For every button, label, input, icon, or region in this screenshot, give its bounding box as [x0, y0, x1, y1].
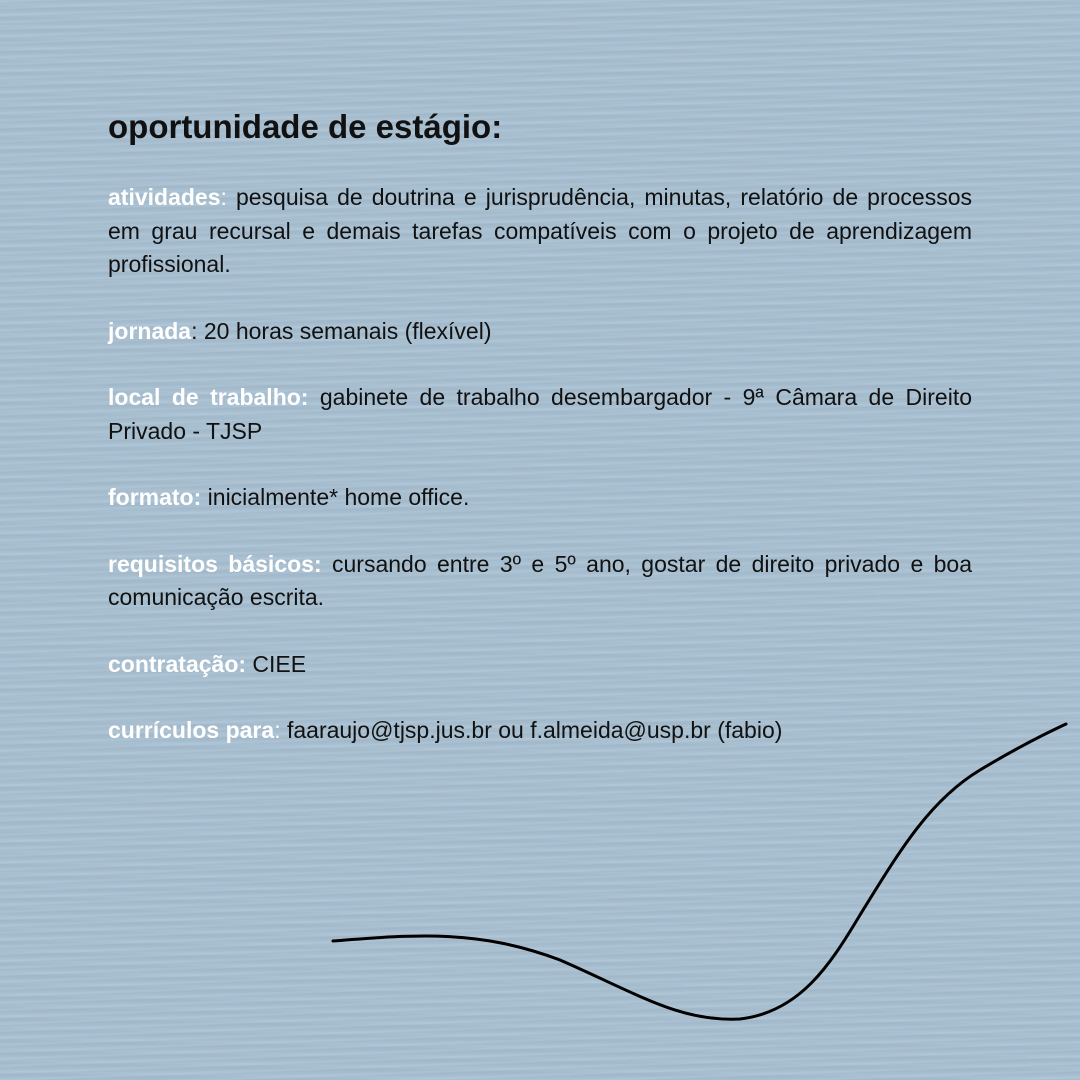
activities-paragraph	[108, 181, 972, 282]
hours-colon: :	[191, 317, 198, 344]
format-label: formato:	[108, 484, 202, 510]
activities-text: pesquisa de doutrina e jurisprudência, minutas, relatório de processos em grau recursal e demais tarefas compatíveis com o projeto de aprendizagem profissional.	[108, 184, 972, 277]
workplace-paragraph	[108, 381, 972, 448]
resumes-paragraph	[108, 714, 972, 748]
hiring-label: contratação:	[108, 650, 247, 677]
resumes-label: currículos para	[108, 717, 275, 743]
hiring-paragraph	[108, 648, 972, 682]
hours-paragraph	[108, 315, 972, 349]
requirements-label: requisitos básicos:	[108, 550, 322, 577]
hiring-text: CIEE	[246, 650, 307, 677]
format-paragraph	[108, 481, 972, 515]
hours-text: 20 horas semanais (flexível)	[197, 317, 492, 344]
requirements-text: cursando entre 3º e 5º ano, gostar de direito privado e boa comunicação escrita.	[108, 550, 972, 610]
page-title: oportunidade de estágio:	[108, 108, 503, 145]
details-list	[108, 181, 972, 781]
format-text: inicialmente* home office.	[201, 484, 470, 510]
activities-colon: :	[220, 184, 227, 210]
requirements-paragraph	[108, 548, 972, 615]
resumes-colon: :	[274, 717, 281, 743]
workplace-label: local de trabalho:	[108, 384, 309, 410]
hours-label: jornada	[108, 317, 192, 344]
resumes-text: faaraujo@tjsp.jus.br ou f.almeida@usp.br (fabio)	[280, 717, 783, 743]
workplace-text: gabinete de trabalho desembargador - 9ª Câmara de Direito Privado - TJSP	[108, 384, 972, 444]
activities-label: atividades	[108, 184, 221, 210]
